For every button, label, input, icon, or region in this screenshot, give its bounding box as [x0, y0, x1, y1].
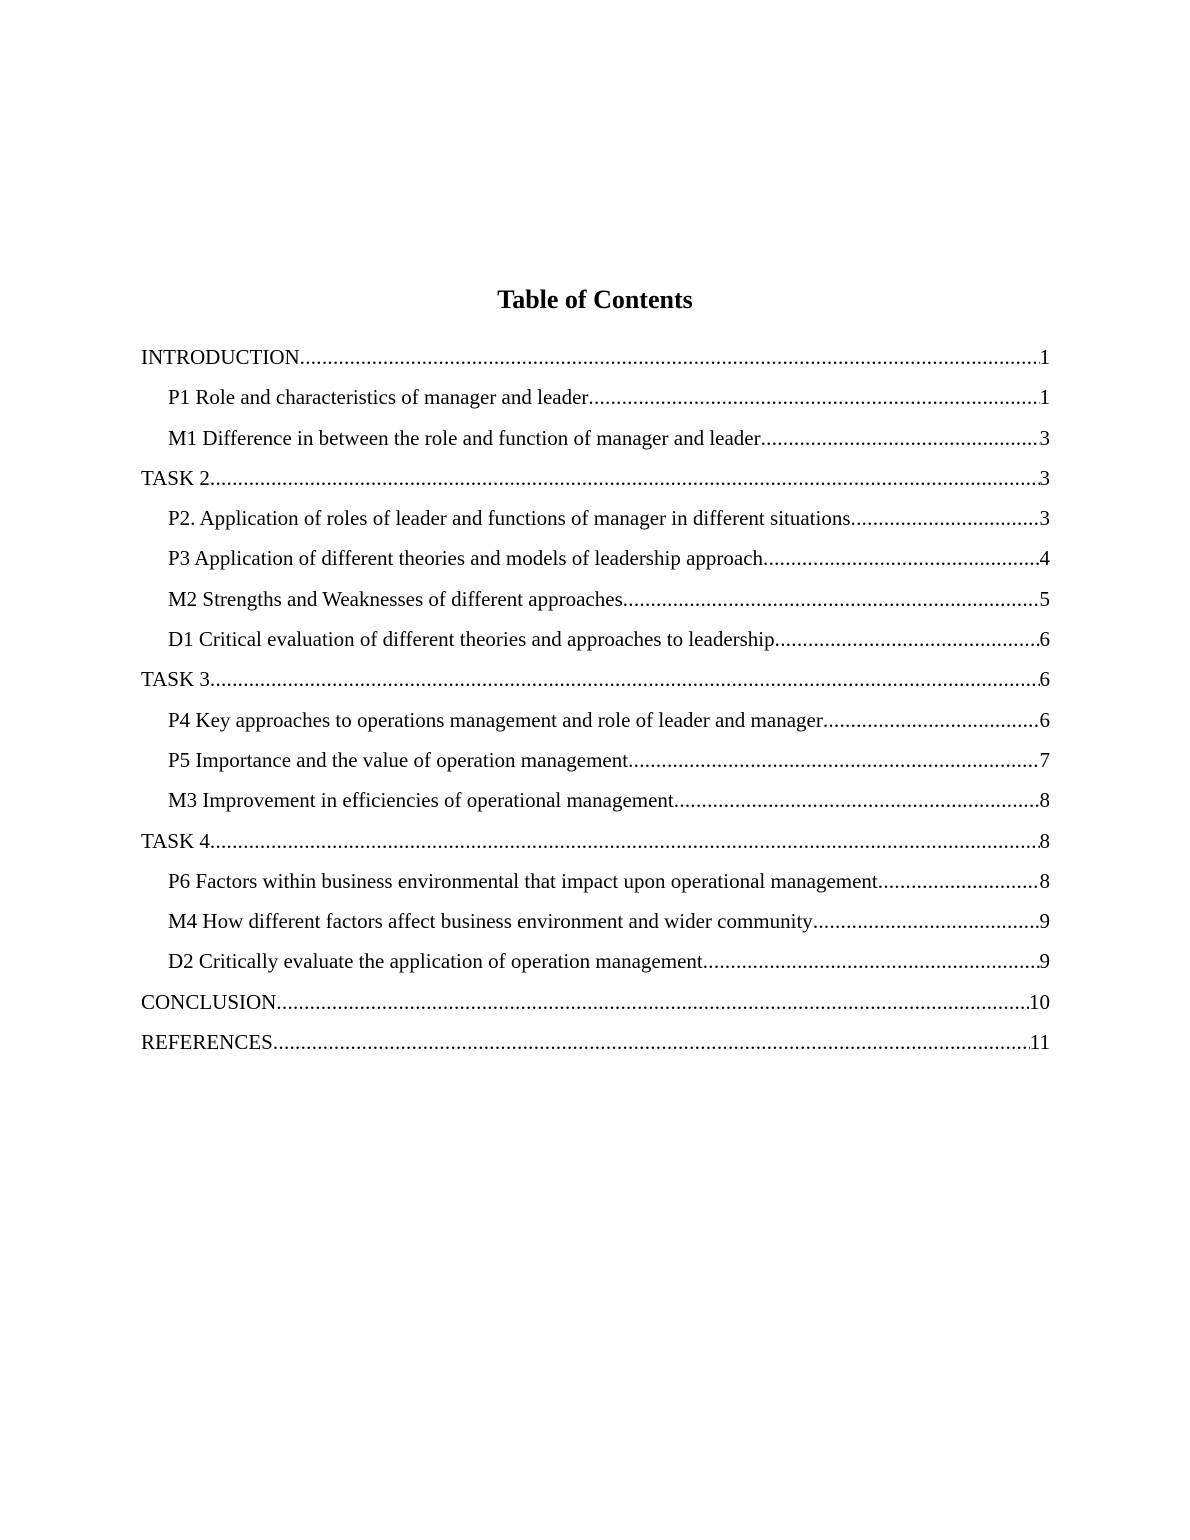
- toc-entry[interactable]: [141, 944, 1050, 984]
- toc-entry[interactable]: [141, 501, 1050, 541]
- dot-leader: [878, 864, 1040, 898]
- toc-entry[interactable]: [141, 864, 1050, 904]
- toc-entry[interactable]: [141, 622, 1050, 662]
- toc-entry-text: D1 Critical evaluation of different theories and approaches to leadership: [168, 627, 775, 652]
- toc-entry-text: D2 Critically evaluate the application of operation management: [168, 949, 703, 974]
- toc-entry-text: TASK 2: [141, 465, 210, 490]
- toc-page-number: 6: [1039, 667, 1050, 692]
- toc-page-number: 3: [1039, 425, 1050, 450]
- dot-leader: [210, 461, 1040, 495]
- toc-entry-text: M3 Improvement in efficiencies of operational management: [168, 788, 674, 813]
- toc-title: Table of Contents: [497, 285, 693, 314]
- toc-page-number: 7: [1039, 747, 1050, 772]
- toc-entry[interactable]: [141, 783, 1050, 823]
- toc-entry-text: P1 Role and characteristics of manager and leader: [168, 385, 589, 410]
- toc-entry-text: P3 Application of different theories and models of leadership approach: [168, 546, 764, 571]
- dot-leader: [674, 783, 1040, 817]
- toc-entry-text: M4 How different factors affect business environment and wider community: [168, 909, 813, 934]
- toc-page-number: 5: [1039, 586, 1050, 611]
- toc-entry[interactable]: [141, 904, 1050, 944]
- dot-leader: [628, 743, 1039, 777]
- dot-leader: [276, 985, 1029, 1019]
- dot-leader: [300, 340, 1040, 374]
- dot-leader: [273, 1025, 1030, 1059]
- toc-entry[interactable]: [141, 985, 1050, 1025]
- dot-leader: [763, 541, 1039, 575]
- toc-page-number: 1: [1039, 385, 1050, 410]
- toc-entry-text: TASK 4: [141, 828, 210, 853]
- toc-entry[interactable]: [141, 461, 1050, 501]
- toc-entry-text: CONCLUSION: [141, 989, 277, 1014]
- dot-leader: [210, 662, 1040, 696]
- toc-entry-text: P4 Key approaches to operations management and role of leader and manager: [168, 707, 823, 732]
- toc-page-number: 9: [1039, 909, 1050, 934]
- toc-entry-text: TASK 3: [141, 667, 210, 692]
- toc-entry[interactable]: [141, 824, 1050, 864]
- toc-entry-text: INTRODUCTION: [141, 345, 300, 369]
- toc-entry[interactable]: [141, 340, 1050, 380]
- toc-entry[interactable]: [141, 380, 1050, 420]
- dot-leader: [761, 421, 1040, 455]
- toc-entry-text: REFERENCES: [141, 1030, 273, 1055]
- toc-entry[interactable]: [141, 743, 1050, 783]
- toc-page-number: 6: [1039, 627, 1050, 652]
- toc-page-number: 4: [1039, 546, 1050, 571]
- toc-entry-text: P5 Importance and the value of operation management: [168, 747, 629, 772]
- toc-entry[interactable]: [141, 662, 1050, 702]
- dot-leader: [813, 904, 1040, 938]
- toc-page-number: 11: [1029, 1030, 1050, 1055]
- toc-page-number: 9: [1039, 949, 1050, 974]
- toc-page-number: 6: [1039, 707, 1050, 732]
- dot-leader: [588, 380, 1039, 414]
- toc-page-number: 8: [1039, 828, 1050, 853]
- toc-entry[interactable]: [141, 1025, 1050, 1065]
- dot-leader: [210, 824, 1040, 858]
- toc-page-number: 10: [1029, 989, 1050, 1014]
- toc-entry-text: M1 Difference in between the role and function of manager and leader: [168, 425, 761, 450]
- toc-page-number: 8: [1039, 788, 1050, 813]
- toc-entry[interactable]: [141, 421, 1050, 461]
- dot-leader: [851, 501, 1040, 535]
- toc-entry-text: M2 Strengths and Weaknesses of different approaches: [168, 586, 623, 611]
- dot-leader: [623, 582, 1040, 616]
- dot-leader: [703, 944, 1040, 978]
- toc-entry[interactable]: [141, 703, 1050, 743]
- dot-leader: [775, 622, 1040, 656]
- toc-entry[interactable]: [141, 541, 1050, 581]
- toc-entry[interactable]: [141, 582, 1050, 622]
- toc-page-number: 3: [1039, 506, 1050, 531]
- toc-entry-text: P6 Factors within business environmental that impact upon operational management: [168, 868, 878, 893]
- toc-list: [141, 340, 1050, 1065]
- toc-entry-text: P2. Application of roles of leader and functions of manager in different situations: [168, 506, 851, 531]
- dot-leader: [823, 703, 1040, 737]
- toc-page-number: 8: [1039, 868, 1050, 893]
- toc-page-number: 1: [1039, 345, 1050, 369]
- toc-page-number: 3: [1039, 465, 1050, 490]
